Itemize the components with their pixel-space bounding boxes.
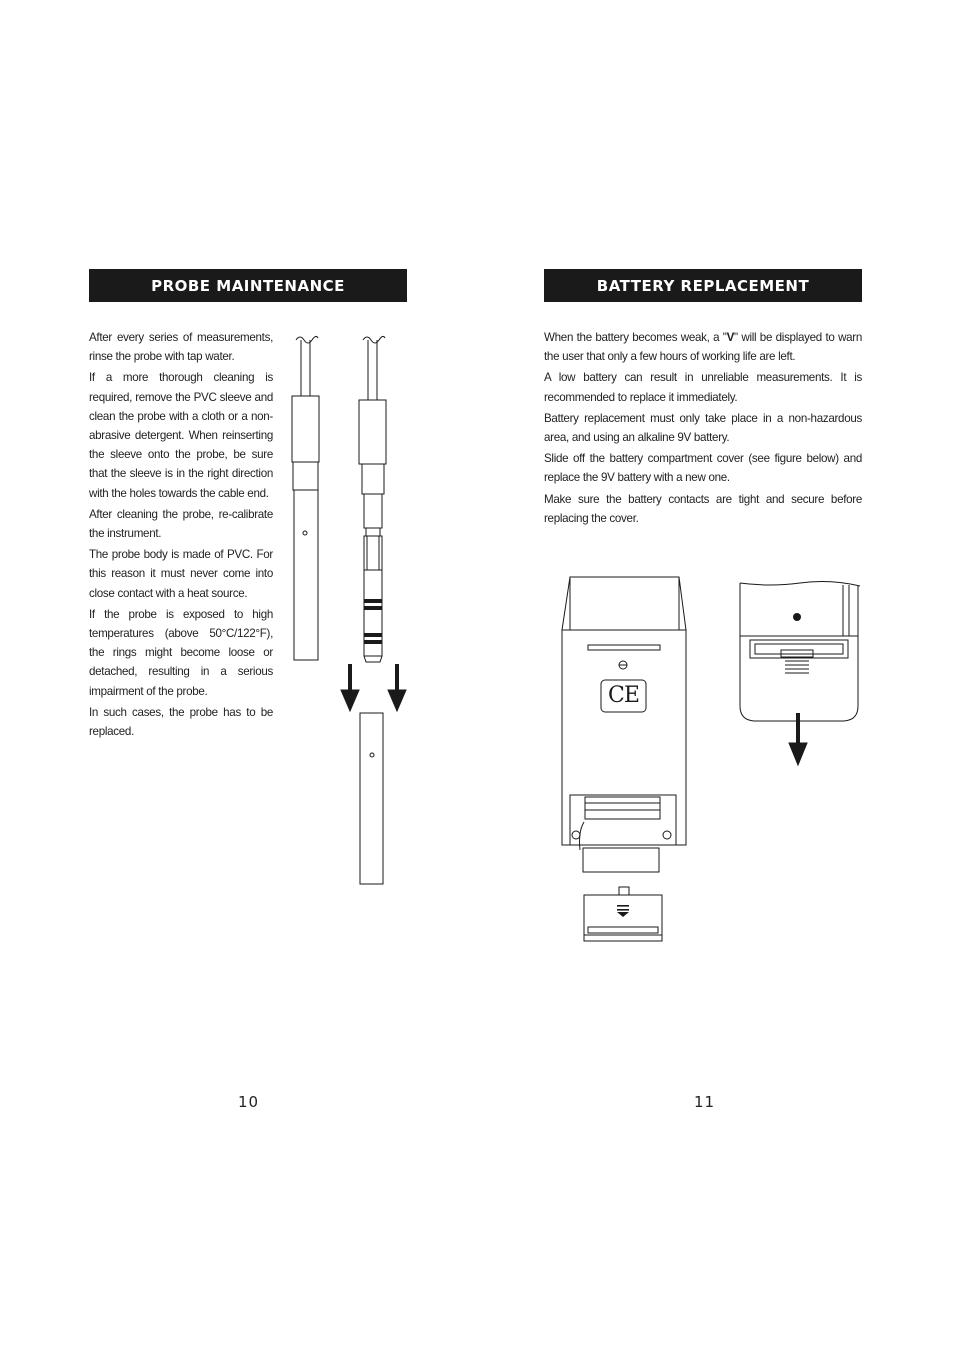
probe-paragraph-2: If a more thorough cleaning is required, remove the PVC sleeve and clean the probe with a cloth or a non-abrasive detergent. When reinserting the sleeve onto the probe, be sure that the sleeve is in the right direction with the holes towards the cable end. bbox=[89, 371, 273, 500]
ce-mark: CE bbox=[608, 683, 639, 708]
battery-paragraph-2: A low battery can result in unreliable measurements. It is recommended to replace it immediately. bbox=[544, 371, 862, 404]
probe-paragraph-4: The probe body is made of PVC. For this reason it must never come into close contact with a heat source. bbox=[89, 548, 273, 600]
probe-paragraph-6: In such cases, the probe has to be replaced. bbox=[89, 705, 273, 739]
meter-back-view bbox=[562, 577, 686, 941]
battery-paragraph-1-start: When the battery becomes weak, a " bbox=[544, 331, 727, 344]
low-battery-indicator-text: V bbox=[726, 331, 735, 344]
probe-paragraph-1: After every series of measurements, rinse the probe with tap water. bbox=[89, 331, 273, 364]
battery-paragraph-5: Make sure the battery contacts are tight and secure before replacing the cover. bbox=[544, 492, 862, 525]
page-number-left: 10 bbox=[238, 1093, 260, 1111]
battery-paragraph-1-end: " will be displayed to warn the user that only a few hours of working life are left. bbox=[544, 331, 862, 364]
page-number-right: 11 bbox=[694, 1093, 716, 1111]
slide-direction-icon bbox=[617, 905, 629, 917]
probe-paragraph-5: If the probe is exposed to high temperatures (above 50°C/122°F), the rings might become loose or detached, resulting in a serious impairment of the probe. bbox=[89, 607, 273, 698]
probe-maintenance-heading-text: PROBE MAINTENANCE bbox=[151, 276, 345, 295]
battery-paragraph-3: Battery replacement must only take place in a non-hazardous area, and using an alkaline 9V battery. bbox=[544, 411, 862, 445]
battery-paragraph-4: Slide off the battery compartment cover (see figure below) and replace the 9V battery with a new one. bbox=[544, 452, 862, 485]
battery-replacement-heading-text: BATTERY REPLACEMENT bbox=[596, 276, 810, 295]
probe-paragraph-3: After cleaning the probe, re-calibrate the instrument. bbox=[89, 507, 273, 541]
meter-bottom-view bbox=[740, 582, 860, 721]
